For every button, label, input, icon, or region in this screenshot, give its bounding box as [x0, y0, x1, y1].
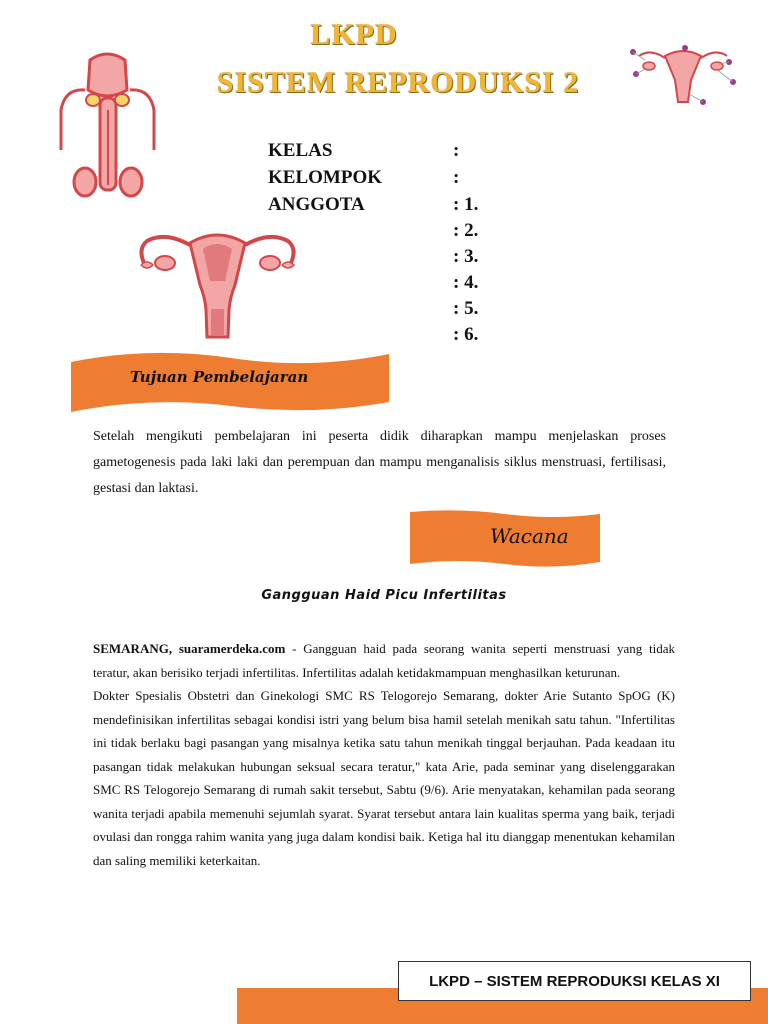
footer-label: LKPD – SISTEM REPRODUKSI KELAS XI — [398, 961, 751, 1001]
reading-heading: Wacana — [490, 524, 569, 548]
info-label: ANGGOTA — [268, 194, 365, 215]
female-reproductive-illustration — [135, 225, 300, 350]
article-title: Gangguan Haid Picu Infertilitas — [261, 588, 507, 603]
info-value: : 6. — [453, 324, 479, 345]
article-body: Dokter Spesialis Obstetri dan Ginekologi SMC RS Telogorejo Semarang, dokter Arie Sutanto SpOG (K) mendefinisikan infertilitas sebagai kondisi istri yang belum bisa hamil setelah menikah satu tahun. "Infertilitas ini tidak berlaku bagi pasangan yang misalnya ketika satu tahun menikah tinggal berjauhan. Pada keadaan itu pasangan tidak melakukan hubungan seksual secara teratur," kata Arie, pada seminar yang diselenggarakan SMC RS Telogorejo Semarang di rumah sakit tersebut, Sabtu (9/6). Arie menyatakan, kehamilan pada seorang wanita terjadi apabila memenuhi sejumlah syarat. Syarat tersebut antara lain kualitas sperma yang baik, terjadi ovulasi dan rongga rahim wanita yang juga dalam kondisi baik. Ketiga hal itu dianggap menentukan kehamilan dan saling memiliki keterkaitan. — [93, 688, 675, 868]
page-title: LKPD — [310, 18, 398, 51]
article-source: SEMARANG, suaramerdeka.com — [93, 641, 286, 656]
info-value: : 2. — [453, 220, 479, 241]
info-value: : 5. — [453, 298, 479, 319]
article-lead: - Gangguan haid pada seorang wanita seperti menstruasi yang tidak teratur, akan berisiko terjadi infertilitas. Infertilitas adalah ketidakmampuan menghasilkan keturunan. — [93, 641, 675, 680]
info-value: : — [453, 167, 460, 188]
objectives-text: Setelah mengikuti pembelajaran ini peserta didik diharapkan mampu menjelaskan proses gametogenesis pada laki laki dan perempuan dan mampu menganalisis siklus menstruasi, fertilisasi, gestasi dan laktasi. — [93, 429, 666, 496]
info-value: : 3. — [453, 246, 479, 267]
male-reproductive-illustration — [55, 50, 160, 200]
page-subtitle: SISTEM REPRODUKSI 2 — [216, 66, 580, 99]
info-label: KELOMPOK — [268, 167, 382, 188]
info-value: : — [453, 140, 460, 161]
info-value: : 1. — [453, 194, 479, 215]
article-body-container — [93, 637, 675, 872]
objectives-heading: Tujuan Pembelajaran — [130, 368, 309, 386]
info-value: : 4. — [453, 272, 479, 293]
info-label: KELAS — [268, 140, 333, 161]
female-reproductive-diagram-small — [625, 42, 740, 110]
